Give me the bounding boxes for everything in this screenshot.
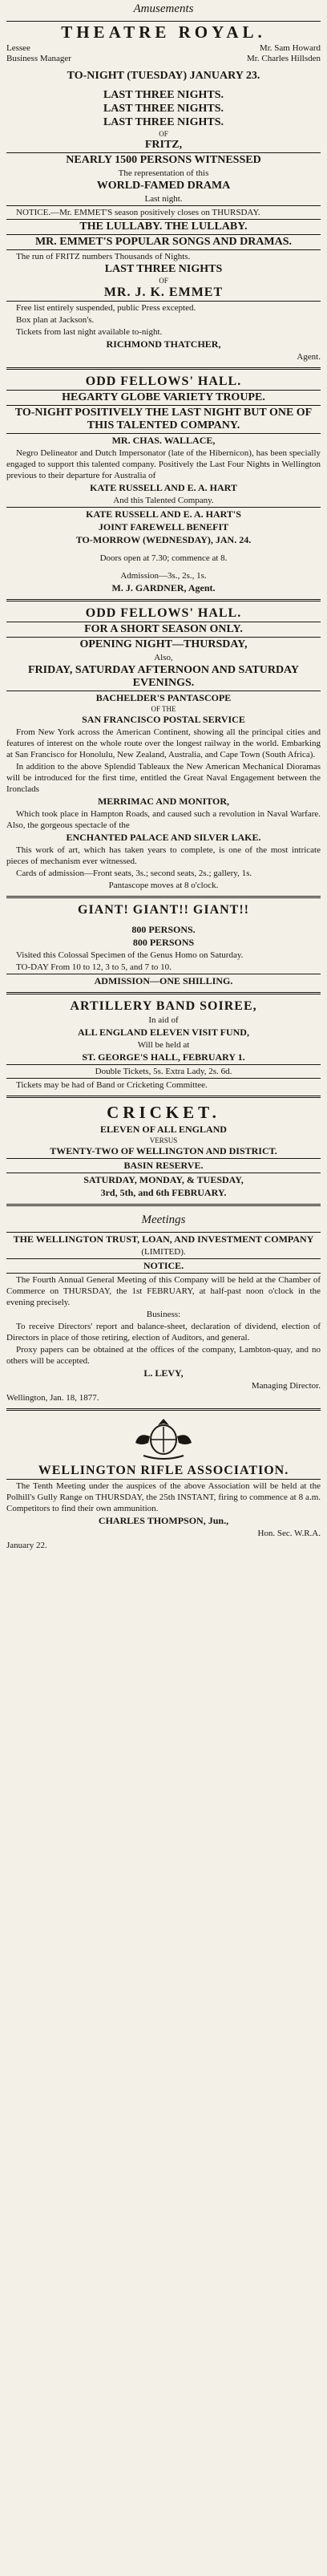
manager-name: Mr. Charles Hillsden: [247, 54, 321, 63]
songs-line: MR. EMMET'S POPULAR SONGS AND DRAMAS.: [34, 236, 293, 248]
twenty-two: TWENTY-TWO OF WELLINGTON AND DISTRICT.: [50, 1145, 277, 1156]
divider: [6, 1479, 321, 1480]
eleven-england: ELEVEN OF ALL ENGLAND: [100, 1124, 227, 1135]
lullaby-line: THE LULLABY. THE LULLABY.: [79, 221, 248, 233]
divider: [6, 205, 321, 206]
last-night-line-2: LAST THREE NIGHTS.: [103, 103, 224, 115]
theatre-tonight: TO-NIGHT (TUESDAY) JANUARY 23.: [67, 70, 260, 82]
amusements-heading: Amusements: [133, 2, 194, 15]
rifle-signer-title: Hon. Sec. W.R.A.: [257, 1529, 321, 1538]
lessee-name: Mr. Sam Howard: [259, 43, 321, 53]
divider: [6, 1258, 321, 1259]
visited-line: Visited this Colossal Specimen of the Genus Homo on Saturday.: [16, 950, 244, 960]
today-hours: TO-DAY From 10 to 12, 3 to 5, and 7 to 10.: [16, 962, 172, 972]
business-label: Business:: [146, 1310, 181, 1319]
divider: [6, 405, 321, 406]
divider: [6, 152, 321, 153]
meetings-heading: Meetings: [141, 1213, 186, 1226]
cricket-title: CRICKET.: [107, 1103, 220, 1122]
rifle-body: The Tenth Meeting under the auspices of the above Association will be held at the Polhill's Gully Range on THURSDAY, the 25th INSTANT, firing to commence at 8 a.m. Competitors to find their own ammunition.: [6, 1481, 321, 1513]
giant-title: GIANT! GIANT!! GIANT!!: [78, 903, 249, 917]
divider: [6, 234, 321, 235]
rifle-title: WELLINGTON RIFLE ASSOCIATION.: [38, 1464, 289, 1477]
pantascope-1: BACHELDER'S PANTASCOPE: [95, 692, 232, 703]
cricket-ad: [6, 1103, 321, 1199]
pantascope-addition: In addition to the above Splendid Tableaux the New American Mechanical Dioramas will be introduced for the first time, entitled the Great Naval Engagement between the Ironclads: [6, 762, 321, 794]
benefit-line-3: TO-MORROW (WEDNESDAY), JAN. 24.: [75, 534, 252, 545]
season-notice: NOTICE.—Mr. EMMET'S season positively closes on THURSDAY.: [16, 208, 260, 217]
trust-title: THE WELLINGTON TRUST, LOAN, AND INVESTMENT COMPANY: [13, 1233, 314, 1245]
friday-line: FRIDAY, SATURDAY AFTERNOON AND SATURDAY EVENINGS.: [27, 664, 299, 689]
ticket-prices: Double Tickets, 5s. Extra Lady, 2s. 6d.: [95, 1067, 232, 1076]
drama-line: WORLD-FAMED DRAMA: [96, 180, 231, 192]
wallace-desc: Negro Delineator and Dutch Impersonator (late of the Hibernicon), has been specially engaged to support this talented company. Positively the Last Four Nights in Wellington previous to their departure for Australia of: [6, 448, 321, 480]
representation-line: The representation of this: [118, 168, 209, 178]
trust-signer-title: Managing Director.: [251, 1381, 321, 1391]
trust-body: The Fourth Annual General Meeting of this Company will be held at the Chamber of Commerce on THURSDAY, the 1st FEBRUARY, at half-past noon o'clock in the evening precisely.: [6, 1275, 321, 1307]
divider: [6, 1096, 321, 1098]
of-the: OF THE: [151, 705, 176, 713]
artillery-title: ARTILLERY BAND SOIREE,: [70, 999, 257, 1013]
trust-signer: L. LEVY,: [143, 1367, 184, 1379]
short-season: FOR A SHORT SEASON ONLY.: [84, 623, 243, 635]
last-night-line-1: LAST THREE NIGHTS.: [103, 89, 224, 101]
enchanted-palace: ENCHANTED PALACE AND SILVER LAKE.: [66, 832, 261, 843]
manager-row: [6, 54, 321, 63]
st-georges-hall: ST. GEORGE'S HALL, FEBRUARY 1.: [82, 1051, 245, 1063]
gardner-agent: M. J. GARDNER, Agent.: [111, 582, 216, 593]
tickets-had: Tickets may be had of Band or Cricketing Committee.: [16, 1080, 208, 1090]
work-desc: This work of art, which has taken years to complete, is one of the most intricate pieces of mechanism ever witnessed.: [6, 845, 321, 866]
divider: [6, 1273, 321, 1274]
persons-1: 800 PERSONS.: [131, 924, 196, 935]
divider: [6, 1204, 321, 1206]
divider: [6, 367, 321, 370]
troupe-name: HEGARTY GLOBE VARIETY TROUPE.: [62, 391, 265, 403]
play-title: FRITZ,: [144, 139, 183, 151]
match-days: SATURDAY, MONDAY, & TUESDAY,: [83, 1174, 244, 1185]
also-label: Also,: [154, 653, 173, 662]
merrimac-desc: Which took place in Hampton Roads, and caused such a revolution in Naval Warfare. Also, the gorgeous spectacle of the: [6, 809, 321, 830]
newspaper-page: [6, 0, 321, 1551]
divider: [6, 1158, 321, 1159]
rifle-association-ad: [6, 1416, 321, 1551]
benefit-line-1: KATE RUSSELL AND E. A. HART'S: [86, 508, 241, 520]
trust-company-ad: [6, 1233, 321, 1403]
admission-cards: Cards of admission—Front seats, 3s.; second seats, 2s.; gallery, 1s.: [16, 869, 252, 878]
divider: [6, 433, 321, 434]
business-items: To receive Directors' report and balance-sheet, declaration of dividend, election of Directors in place of those retiring, election of Auditors, and general.: [6, 1322, 321, 1343]
will-be-held: Will be held at: [137, 1040, 190, 1050]
kate-russell: KATE RUSSELL AND E. A. HART: [90, 482, 237, 493]
free-list: Free list entirely suspended, public Press excepted.: [16, 303, 196, 313]
eleven-fund: ALL ENGLAND ELEVEN VISIT FUND,: [78, 1027, 249, 1038]
pantascope-desc: From New York across the American Continent, showing all the principal cities and features of interest on the whole route over the longest railway in the world. Embarking at San Francisco for Honolulu, New Zealand, Australia, and Cape Town (South Africa).: [6, 727, 321, 759]
divider: [6, 992, 321, 994]
royal-crest-icon: [127, 1416, 200, 1460]
kate-tail: And this Talented Company.: [113, 496, 214, 505]
oddfellows-pantascope-ad: [6, 606, 321, 891]
box-plan: Box plan at Jackson's.: [16, 315, 95, 325]
lessee-row: [6, 43, 321, 53]
divider: [6, 599, 321, 601]
pantascope-2: SAN FRANCISCO POSTAL SERVICE: [82, 714, 245, 725]
tickets-note: Tickets from last night available to-night.: [16, 327, 163, 337]
fritz-run: The run of FRITZ numbers Thousands of Nights.: [16, 252, 191, 261]
match-dates: 3rd, 5th, and 6th FEBRUARY.: [100, 1187, 227, 1198]
wallace-name: MR. CHAS. WALLACE,: [111, 435, 216, 446]
divider: [6, 249, 321, 250]
trust-notice: NOTICE.: [143, 1260, 184, 1271]
trust-date: Wellington, Jan. 18, 1877.: [6, 1393, 99, 1403]
proxy-papers: Proxy papers can be obtained at the offices of the company, Lambton-quay, and no others will be accepted.: [6, 1345, 321, 1366]
divider: [6, 1408, 321, 1411]
of-label-2: OF: [159, 277, 168, 285]
opening-night: OPENING NIGHT—THURSDAY,: [79, 638, 248, 650]
agent-title: Agent.: [297, 352, 321, 362]
theatre-title: THEATRE ROYAL.: [61, 22, 266, 42]
star-name: MR. J. K. EMMET: [103, 286, 224, 299]
witnessed-line: NEARLY 1500 PERSONS WITNESSED: [66, 154, 261, 166]
last-nights-of: LAST THREE NIGHTS: [104, 263, 223, 275]
divider: [6, 507, 321, 508]
divider: [6, 390, 321, 391]
theatre-royal-ad: [6, 22, 321, 363]
admission: Admission—3s., 2s., 1s.: [120, 571, 207, 581]
doors-open: Doors open at 7.30; commence at 8.: [99, 553, 228, 563]
divider: [6, 301, 321, 302]
divider: [6, 1064, 321, 1065]
benefit-line-2: JOINT FAREWELL BENEFIT: [98, 521, 229, 533]
divider: [6, 219, 321, 220]
divider: [6, 21, 321, 22]
pantascope-moves: Pantascope moves at 8 o'clock.: [108, 881, 219, 890]
in-aid-of: In aid of: [148, 1015, 179, 1025]
divider: [6, 1078, 321, 1079]
trust-limited: (LIMITED).: [141, 1247, 186, 1257]
rifle-signer: CHARLES THOMPSON, Jun.,: [98, 1515, 229, 1526]
oddfellows-title-2: ODD FELLOWS' HALL.: [85, 606, 242, 620]
agent-name: RICHMOND THATCHER,: [106, 338, 221, 350]
divider: [6, 1232, 321, 1233]
last-night-note: Last night.: [144, 194, 183, 204]
last-night-line-3: LAST THREE NIGHTS.: [103, 116, 224, 128]
of-label: OF: [159, 130, 168, 138]
artillery-soiree-ad: [6, 999, 321, 1091]
lessee-label: Lessee: [6, 43, 30, 53]
divider: [6, 896, 321, 898]
manager-label: Business Manager: [6, 54, 71, 63]
persons-2: 800 PERSONS: [132, 937, 195, 948]
tonight-last: TO-NIGHT POSITIVELY THE LAST NIGHT BUT ONE OF THIS TALENTED COMPANY.: [14, 407, 313, 431]
merrimac: MERRIMAC AND MONITOR,: [97, 796, 230, 807]
giant-ad: [6, 903, 321, 987]
oddfellows-hegarty-ad: [6, 375, 321, 594]
oddfellows-title: ODD FELLOWS' HALL.: [85, 375, 242, 388]
giant-admission: ADMISSION—ONE SHILLING.: [94, 975, 233, 986]
versus-label: VERSUS: [149, 1136, 178, 1144]
divider: [6, 637, 321, 638]
basin-reserve: BASIN RESERVE.: [123, 1160, 204, 1171]
rifle-date: January 22.: [6, 1541, 47, 1550]
